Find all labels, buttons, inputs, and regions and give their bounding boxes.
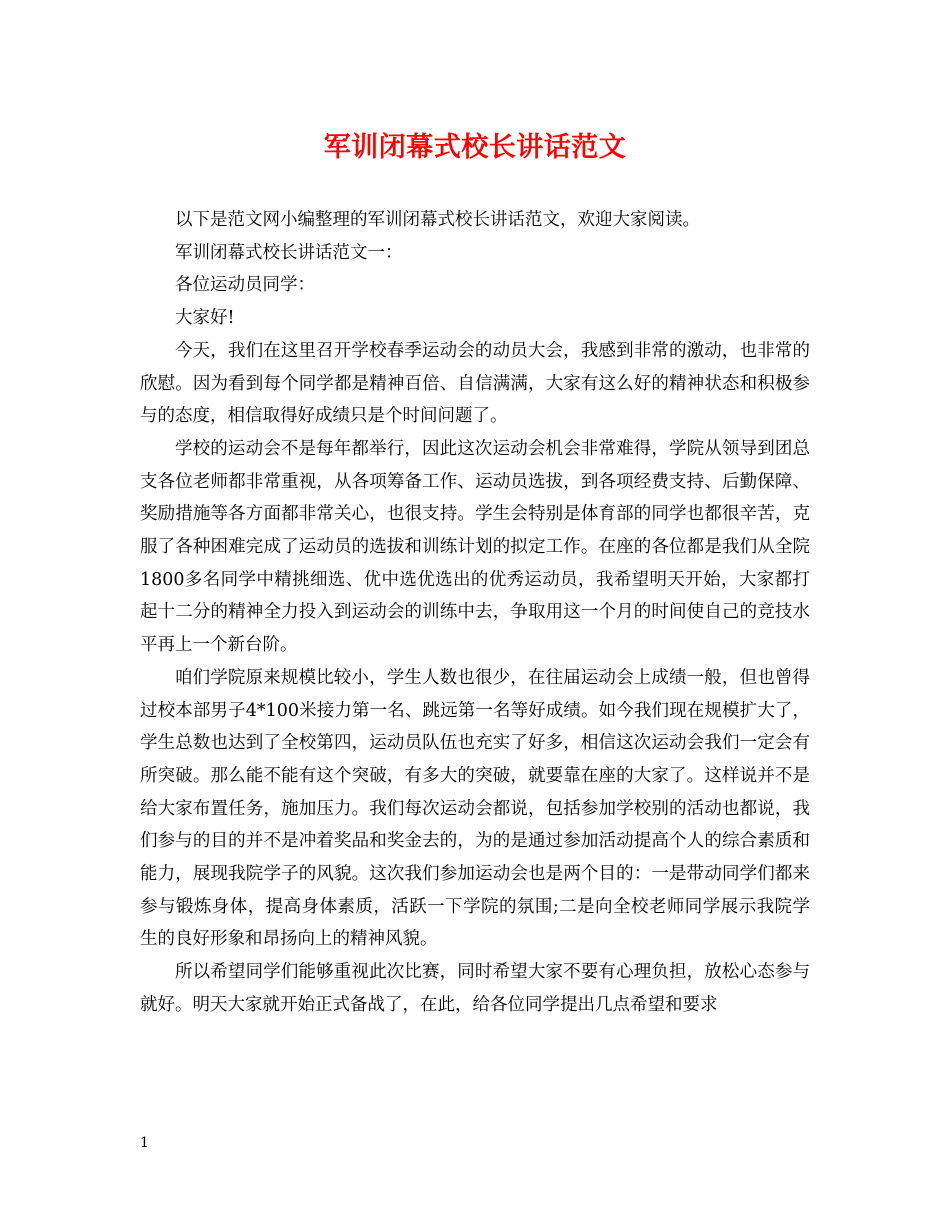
salutation: 各位运动员同学： bbox=[175, 275, 315, 296]
section-heading: 军训闭幕式校长讲话范文一： bbox=[175, 242, 403, 263]
intro-paragraph: 以下是范文网小编整理的军训闭幕式校长讲话范文，欢迎大家阅读。 bbox=[175, 210, 700, 230]
body-paragraph: 今天，我们在这里召开学校春季运动会的动员大会，我感到非常的激动，也非常的欣慰。因为看到每个同学都是精神百倍、自信满满，大家有这么好的精神状态和积极参与的态度，相信取得好成绩只是个时间问题了。 bbox=[140, 340, 810, 427]
document-body bbox=[140, 204, 810, 1022]
body-paragraph: 学校的运动会不是每年都举行，因此这次运动会机会非常难得，学院从领导到团总支各位老师都非常重视，从各项筹备工作、运动员选拔，到各项经费支持、后勤保障、奖励措施等各方面都非常关心，也很支持。学生会特别是体育部的同学也都很辛苦，克服了各种困难完成了运动员的选拔和训练计划的拟定工作。在座的各位都是我们从全院1800多名同学中精挑细选、优中选优选出的优秀运动员，我希望明天开始，大家都打起十二分的精神全力投入到运动会的训练中去，争取用这一个月的时间使自己的竞技水平再上一个新台阶。 bbox=[140, 438, 810, 656]
page-title: 军训闭幕式校长讲话范文 bbox=[323, 132, 627, 163]
page-number: 1 bbox=[140, 1135, 149, 1151]
body-paragraph: 所以希望同学们能够重视此次比赛，同时希望大家不要有心理负担，放松心态参与就好。明天大家就开始正式备战了，在此，给各位同学提出几点希望和要求 bbox=[140, 962, 810, 1015]
greeting: 大家好! bbox=[175, 308, 235, 329]
body-paragraph: 咱们学院原来规模比较小，学生人数也很少，在往届运动会上成绩一般，但也曾得过校本部男子4*100米接力第一名、跳远第一名等好成绩。如今我们现在规模扩大了，学生总数也达到了全校第四，运动员队伍也充实了好多，相信这次运动会我们一定会有所突破。那么能不能有这个突破，有多大的突破，就要靠在座的大家了。这样说并不是给大家布置任务，施加压力。我们每次运动会都说，包括参加学校别的活动也都说，我们参与的目的并不是冲着奖品和奖金去的，为的是通过参加活动提高个人的综合素质和能力，展现我院学子的风貌。这次我们参加运动会也是两个目的：一是带动同学们都来参与锻炼身体，提高身体素质，活跃一下学院的氛围;二是向全校老师同学展示我院学生的良好形象和昂扬向上的精神风貌。 bbox=[140, 667, 810, 950]
